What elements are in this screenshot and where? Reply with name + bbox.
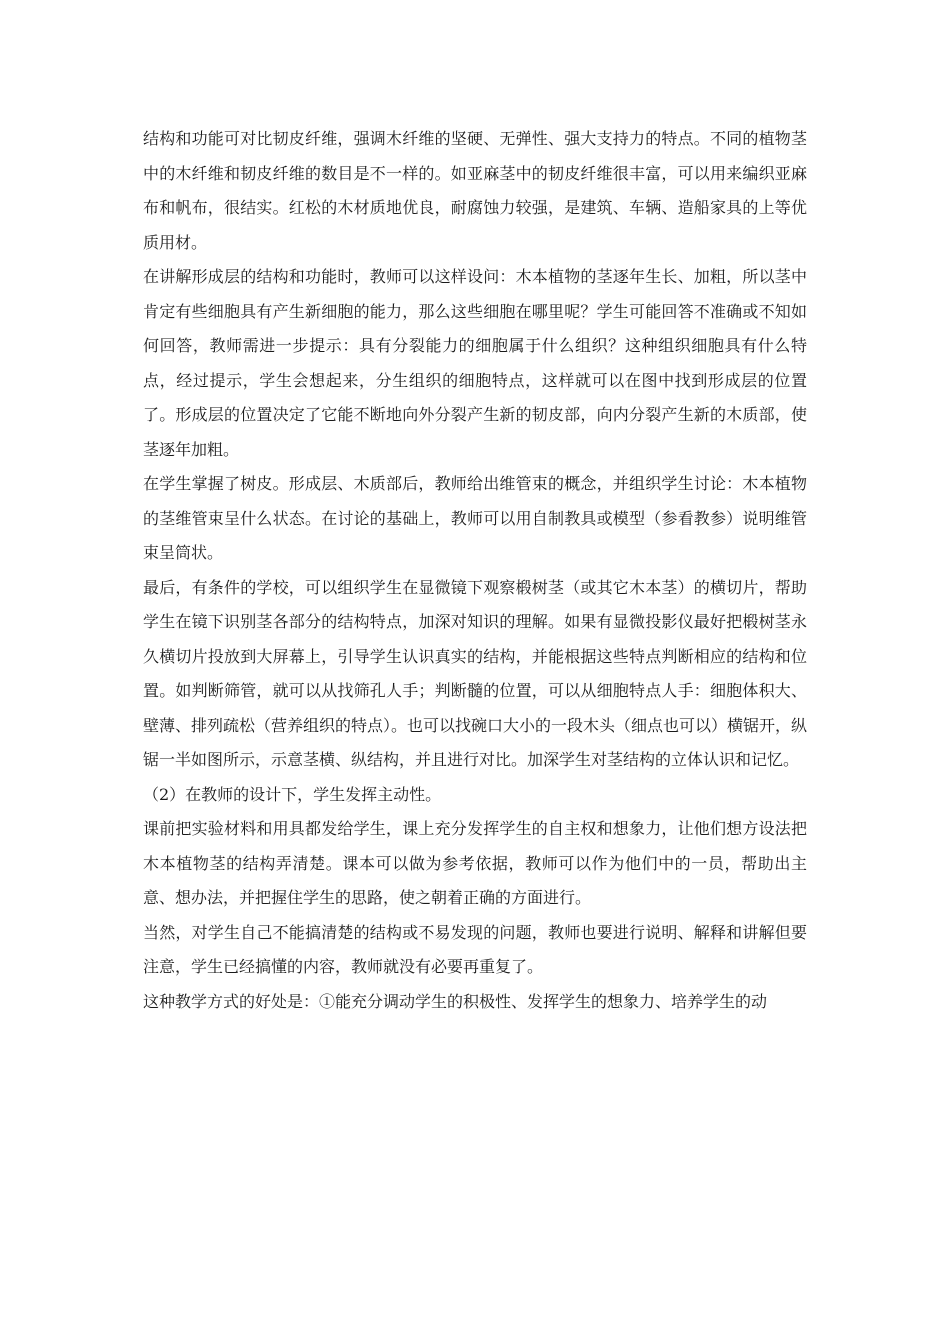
paragraph-cambium: 在讲解形成层的结构和功能时，教师可以这样设问：木本植物的茎逐年生长、加粗，所以茎中肯定有些细胞具有产生新细胞的能力，那么这些细胞在哪里呢？学生可能回答不准确或不知如何回答，教师需进一步提示：具有分裂能力的细胞属于什么组织？这种组织细胞具有什么特点，经过提示，学生会想起来，分生组织的细胞特点，这样就可以在图中找到形成层的位置了。形成层的位置决定了它能不断地向外分裂产生新的韧皮部，向内分裂产生新的木质部，使茎逐年加粗。 bbox=[143, 267, 807, 459]
paragraph-vascular-bundle: 在学生掌握了树皮。形成层、木质部后，教师给出维管束的概念，并组织学生讨论：木本植物的茎维管束呈什么状态。在讨论的基础上，教师可以用自制教具或模型（参看教参）说明维管束呈筒状。 bbox=[143, 474, 807, 562]
paragraph-materials: 课前把实验材料和用具都发给学生，课上充分发挥学生的自主权和想象力，让他们想方设法把木本植物茎的结构弄清楚。课本可以做为参考依据，教师可以作为他们中的一员，帮助出主意、想办法，并把握住学生的思路，使之朝着正确的方面进行。 bbox=[143, 819, 807, 907]
paragraph-explanation: 当然，对学生自己不能搞清楚的结构或不易发现的问题，教师也要进行说明、解释和讲解但要注意，学生已经搞懂的内容，教师就没有必要再重复了。 bbox=[143, 922, 807, 976]
document-body bbox=[143, 122, 807, 1019]
paragraph-microscope: 最后，有条件的学校，可以组织学生在显微镜下观察椴树茎（或其它木本茎）的横切片，帮助学生在镜下识别茎各部分的结构特点，加深对知识的理解。如果有显微投影仪最好把椴树茎永久横切片投放到大屏幕上，引导学生认识真实的结构，并能根据这些特点判断相应的结构和位置。如判断筛管，就可以从找筛孔人手；判断髓的位置，可以从细胞特点人手：细胞体积大、壁薄、排列疏松（营养组织的特点）。也可以找碗口大小的一段木头（细点也可以）横锯开，纵锯一半如图所示，示意茎横、纵结构，并且进行对比。加深学生对茎结构的立体认识和记忆。 bbox=[143, 577, 808, 769]
paragraph-heading-2: （2）在教师的设计下，学生发挥主动性。 bbox=[143, 784, 442, 804]
paragraph-wood-fiber: 结构和功能可对比韧皮纤维，强调木纤维的坚硬、无弹性、强大支持力的特点。不同的植物茎中的木纤维和韧皮纤维的数目是不一样的。如亚麻茎中的韧皮纤维很丰富，可以用来编织亚麻布和帆布，很结实。红松的木材质地优良，耐腐蚀力较强，是建筑、车辆、造船家具的上等优质用材。 bbox=[143, 129, 807, 252]
paragraph-benefits: 这种教学方式的好处是：①能充分调动学生的积极性、发挥学生的想象力、培养学生的动 bbox=[143, 991, 768, 1011]
